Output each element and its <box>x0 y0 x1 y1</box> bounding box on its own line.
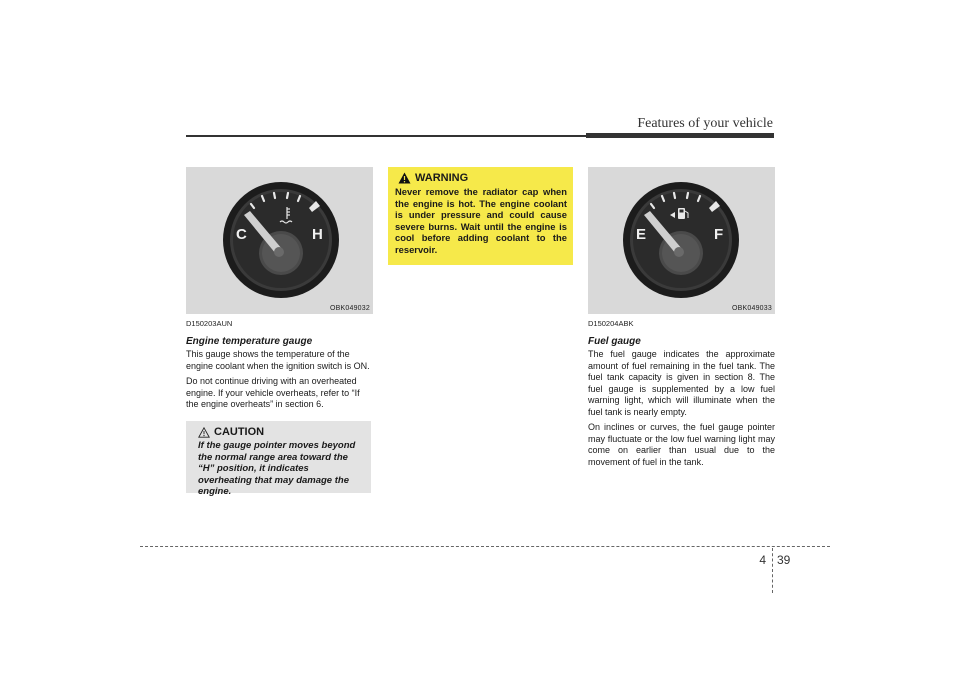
warning-text: Never remove the radiator cap when the engine is hot. The engine coolant is under pressure and could cause severe burns. Wait until the engine is cool before adding coolant to the reservoir. <box>395 186 567 255</box>
caution-triangle-icon <box>198 427 210 438</box>
page-number-divider <box>772 548 773 593</box>
right-photo-code: OBK049033 <box>732 305 772 312</box>
header-rule-accent <box>586 133 774 138</box>
right-column-text <box>588 318 775 472</box>
gauge-label-hot: H <box>312 226 323 243</box>
left-column-text <box>186 318 373 415</box>
right-paragraph-2: On inclines or curves, the fuel gauge pointer may fluctuate or the low fuel warning light may come on earlier than usual due to the movement of fuel in the tank. <box>588 422 775 467</box>
left-paragraph-1: This gauge shows the temperature of the engine coolant when the ignition switch is ON. <box>186 349 370 371</box>
warning-box <box>388 167 573 265</box>
page-header-title: Features of your vehicle <box>637 116 773 131</box>
left-paragraph-2: Do not continue driving with an overheated engine. If your vehicle overheats, refer to “If the engine overheats” in section 6. <box>186 376 360 409</box>
left-photo-code: OBK049032 <box>330 305 370 312</box>
caution-title: CAUTION <box>214 426 265 438</box>
caution-box <box>186 421 371 497</box>
engine-temperature-heading: Engine temperature gauge <box>186 335 313 347</box>
gauge-label-cold: C <box>236 226 247 243</box>
warning-title: WARNING <box>415 172 469 184</box>
fuel-gauge-photo <box>588 167 775 314</box>
right-section-code: D150204ABK <box>588 319 634 328</box>
page-number: 39 <box>777 553 791 567</box>
gauge-label-empty: E <box>636 226 647 243</box>
left-section-code: D150203AUN <box>186 319 233 328</box>
caution-text: If the gauge pointer moves beyond the normal range area toward the “H” position, it indicates overheating that may damage the engine. <box>198 440 356 497</box>
warning-triangle-icon <box>398 172 411 184</box>
page-section-number: 4 <box>759 553 766 567</box>
right-paragraph-1: The fuel gauge indicates the approximate amount of fuel remaining in the fuel tank. The fuel tank capacity is given in section 8. The fuel gauge is supplemented by a low fuel warning light, which will illuminate when the fuel tank is nearly empty. <box>588 349 775 417</box>
temperature-gauge-photo <box>186 167 373 314</box>
fuel-gauge-heading: Fuel gauge <box>588 335 641 347</box>
gauge-label-full: F <box>714 226 724 243</box>
footer-rule <box>140 546 830 547</box>
